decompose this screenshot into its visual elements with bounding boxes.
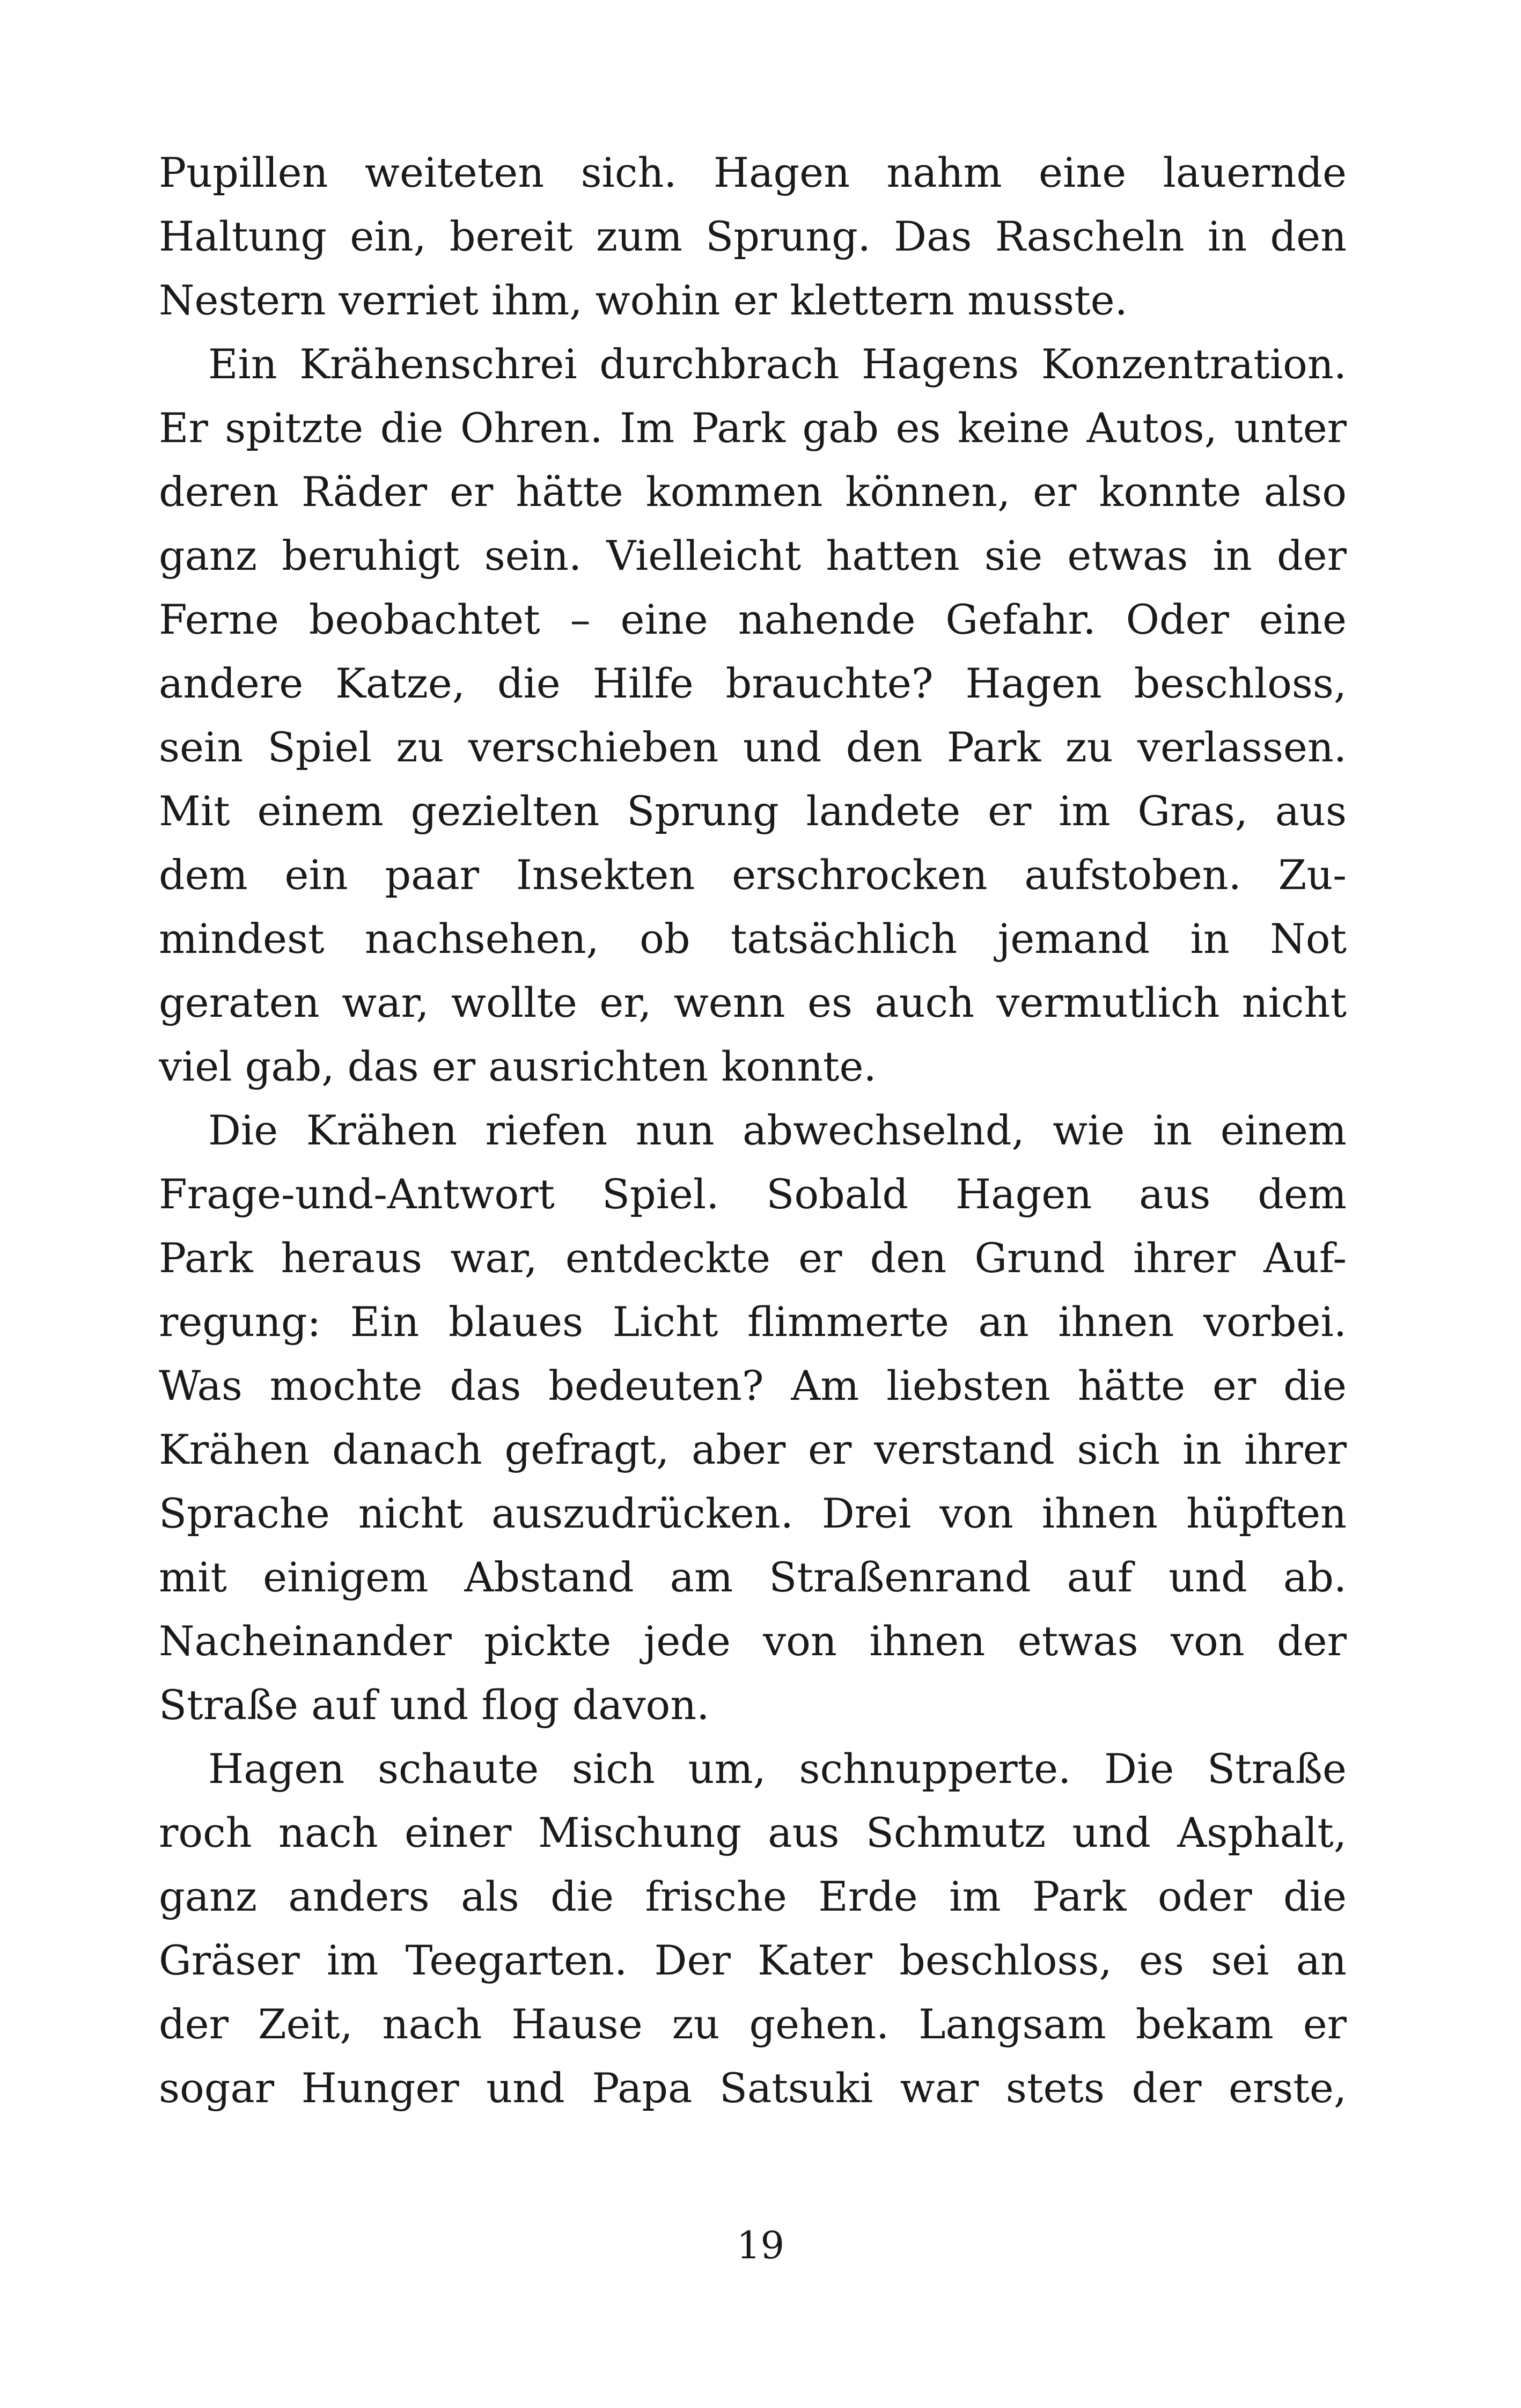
text-line: Straße auf und flog davon. bbox=[159, 1681, 710, 1729]
text-line: ganz anders als die frische Erde im Park oder die bbox=[159, 1873, 1347, 1920]
text-line: Gräser im Teegarten. Der Kater beschloss, es sei an bbox=[159, 1936, 1347, 1984]
text-line: sein Spiel zu verschieben und den Park zu verlassen. bbox=[159, 723, 1347, 771]
text-line: andere Katze, die Hilfe brauchte? Hagen beschloss, bbox=[159, 659, 1347, 707]
text-line: Die Krähen riefen nun abwechselnd, wie in einem bbox=[208, 1106, 1347, 1154]
text-line: Krähen danach gefragt, aber er verstand sich in ihrer bbox=[159, 1426, 1347, 1473]
text-line: Er spitzte die Ohren. Im Park gab es keine Autos, unter bbox=[159, 404, 1347, 452]
text-line: der Zeit, nach Hause zu gehen. Langsam bekam er bbox=[159, 2000, 1347, 2048]
text-line: regung: Ein blaues Licht flimmerte an ihnen vorbei. bbox=[159, 1298, 1347, 1346]
text-line: Hagen schaute sich um, schnupperte. Die Straße bbox=[208, 1745, 1347, 1793]
text-line: Haltung ein, bereit zum Sprung. Das Rascheln in den bbox=[159, 212, 1347, 260]
text-line: ganz beruhigt sein. Vielleicht hatten sie etwas in der bbox=[159, 532, 1347, 579]
text-line: viel gab, das er ausrichten konnte. bbox=[159, 1043, 877, 1090]
text-line: Ferne beobachtet – eine nahende Gefahr. Oder eine bbox=[159, 596, 1347, 643]
text-line: Frage-und-Antwort Spiel. Sobald Hagen aus dem bbox=[159, 1170, 1347, 1218]
text-line: Park heraus war, entdeckte er den Grund ihrer Auf- bbox=[159, 1234, 1347, 1282]
text-line: mindest nachsehen, ob tatsächlich jemand in Not bbox=[159, 915, 1347, 963]
text-line: roch nach einer Mischung aus Schmutz und Asphalt, bbox=[159, 1809, 1347, 1856]
body-text bbox=[159, 141, 1347, 2120]
text-line: Sprache nicht auszudrücken. Drei von ihnen hüpften bbox=[159, 1489, 1347, 1537]
text-line: geraten war, wollte er, wenn es auch vermutlich nicht bbox=[159, 979, 1347, 1026]
text-line: Ein Krähenschrei durchbrach Hagens Konzentration. bbox=[208, 340, 1347, 388]
text-line: deren Räder er hätte kommen können, er konnte also bbox=[159, 468, 1347, 516]
page-number: 19 bbox=[736, 2223, 785, 2267]
text-line: Pupillen weiteten sich. Hagen nahm eine lauernde bbox=[159, 149, 1347, 196]
text-line: Nestern verriet ihm, wohin er klettern musste. bbox=[159, 276, 1128, 324]
text-line: Nacheinander pickte jede von ihnen etwas von der bbox=[159, 1617, 1347, 1665]
text-line: sogar Hunger und Papa Satsuki war stets der erste, bbox=[159, 2064, 1347, 2112]
text-line: Mit einem gezielten Sprung landete er im Gras, aus bbox=[159, 787, 1347, 835]
text-line: dem ein paar Insekten erschrocken aufstoben. Zu- bbox=[159, 851, 1347, 899]
text-line: Was mochte das bedeuten? Am liebsten hätte er die bbox=[159, 1362, 1347, 1409]
text-line: mit einigem Abstand am Straßenrand auf und ab. bbox=[159, 1553, 1347, 1601]
